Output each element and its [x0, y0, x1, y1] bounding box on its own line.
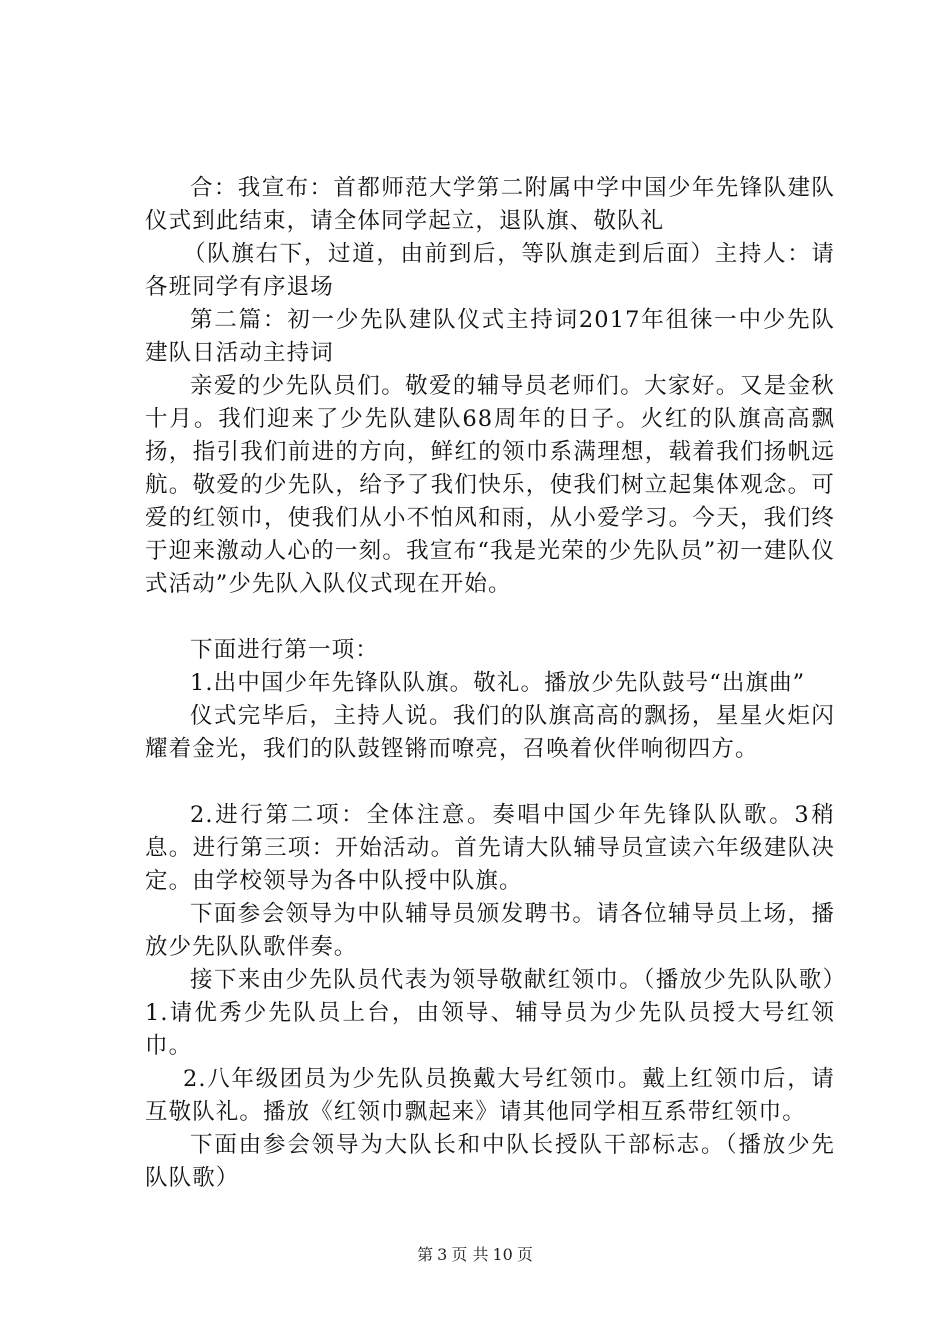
paragraph-certificates: 下面参会领导为中队辅导员颁发聘书。请各位辅导员上场，播放少先队队歌伴奏。 — [145, 901, 835, 960]
paragraph-opening-speech: 亲爱的少先队员们。敬爱的辅导员老师们。大家好。又是金秋十月。我们迎来了少先队建队68周年的日子。火红的队旗高高飘扬，指引我们前进的方向，鲜红的领巾系满理想，载着我们扬帆远航。敬爱的少先队，给予了我们快乐，使我们树立起集体观念。可爱的红领巾，使我们从小不怕风和雨，从小爱学习。今天，我们终于迎来激动人心的一刻。我宣布“我是光荣的少先队员”初一建队仪式活动”少先队入队仪式现在开始。 — [145, 373, 835, 597]
paragraph-host-remarks: 仪式完毕后，主持人说。我们的队旗高高的飘扬，星星火炬闪耀着金光，我们的队鼓铿锵而嘹亮，召唤着伙伴响彻四方。 — [145, 703, 835, 762]
page-number-footer — [0, 1245, 950, 1265]
paragraph-anthem-and-activities: 2.进行第二项：全体注意。奏唱中国少年先锋队队歌。3稍息。进行第三项：开始活动。首先请大队辅导员宣读六年级建队决定。由学校领导为各中队授中队旗。 — [145, 802, 835, 894]
paragraph-badge-award: 下面由参会领导为大队长和中队长授队干部标志。（播放少先队队歌） — [145, 1132, 835, 1191]
paragraph-spacer — [145, 601, 835, 634]
paragraph-red-scarf-presentation: 接下来由少先队员代表为领导敬献红领巾。（播放少先队队歌）1.请优秀少先队员上台，由领导、辅导员为少先队员授大号红领巾。 — [145, 967, 835, 1059]
page-current: 3 — [437, 1245, 448, 1264]
paragraph-scarf-exchange: 2.八年级团员为少先队员换戴大号红领巾。戴上红领巾后，请互敬队礼。播放《红领巾飘起来》请其他同学相互系带红领巾。 — [145, 1066, 835, 1125]
page-mid: 页 共 — [451, 1245, 489, 1264]
section-heading-part-two: 第二篇：初一少先队建队仪式主持词2017年徂徕一中少先队建队日活动主持词 — [145, 307, 835, 366]
paragraph-flag-ceremony: 1.出中国少年先锋队队旗。敬礼。播放少先队鼓号“出旗曲” — [190, 670, 806, 696]
page-prefix: 第 — [417, 1245, 434, 1264]
page-suffix: 页 — [516, 1245, 533, 1264]
paragraph-exit-instructions: （队旗右下，过道，由前到后，等队旗走到后面）主持人：请各班同学有序退场 — [145, 241, 835, 300]
page-total: 10 — [492, 1245, 513, 1264]
document-body — [145, 172, 835, 1195]
paragraph-spacer — [145, 766, 835, 799]
paragraph-first-item-intro: 下面进行第一项： — [190, 637, 379, 663]
paragraph-closing-declaration: 合：我宣布：首都师范大学第二附属中学中国少年先锋队建队仪式到此结束，请全体同学起立，退队旗、敬队礼 — [145, 175, 835, 234]
